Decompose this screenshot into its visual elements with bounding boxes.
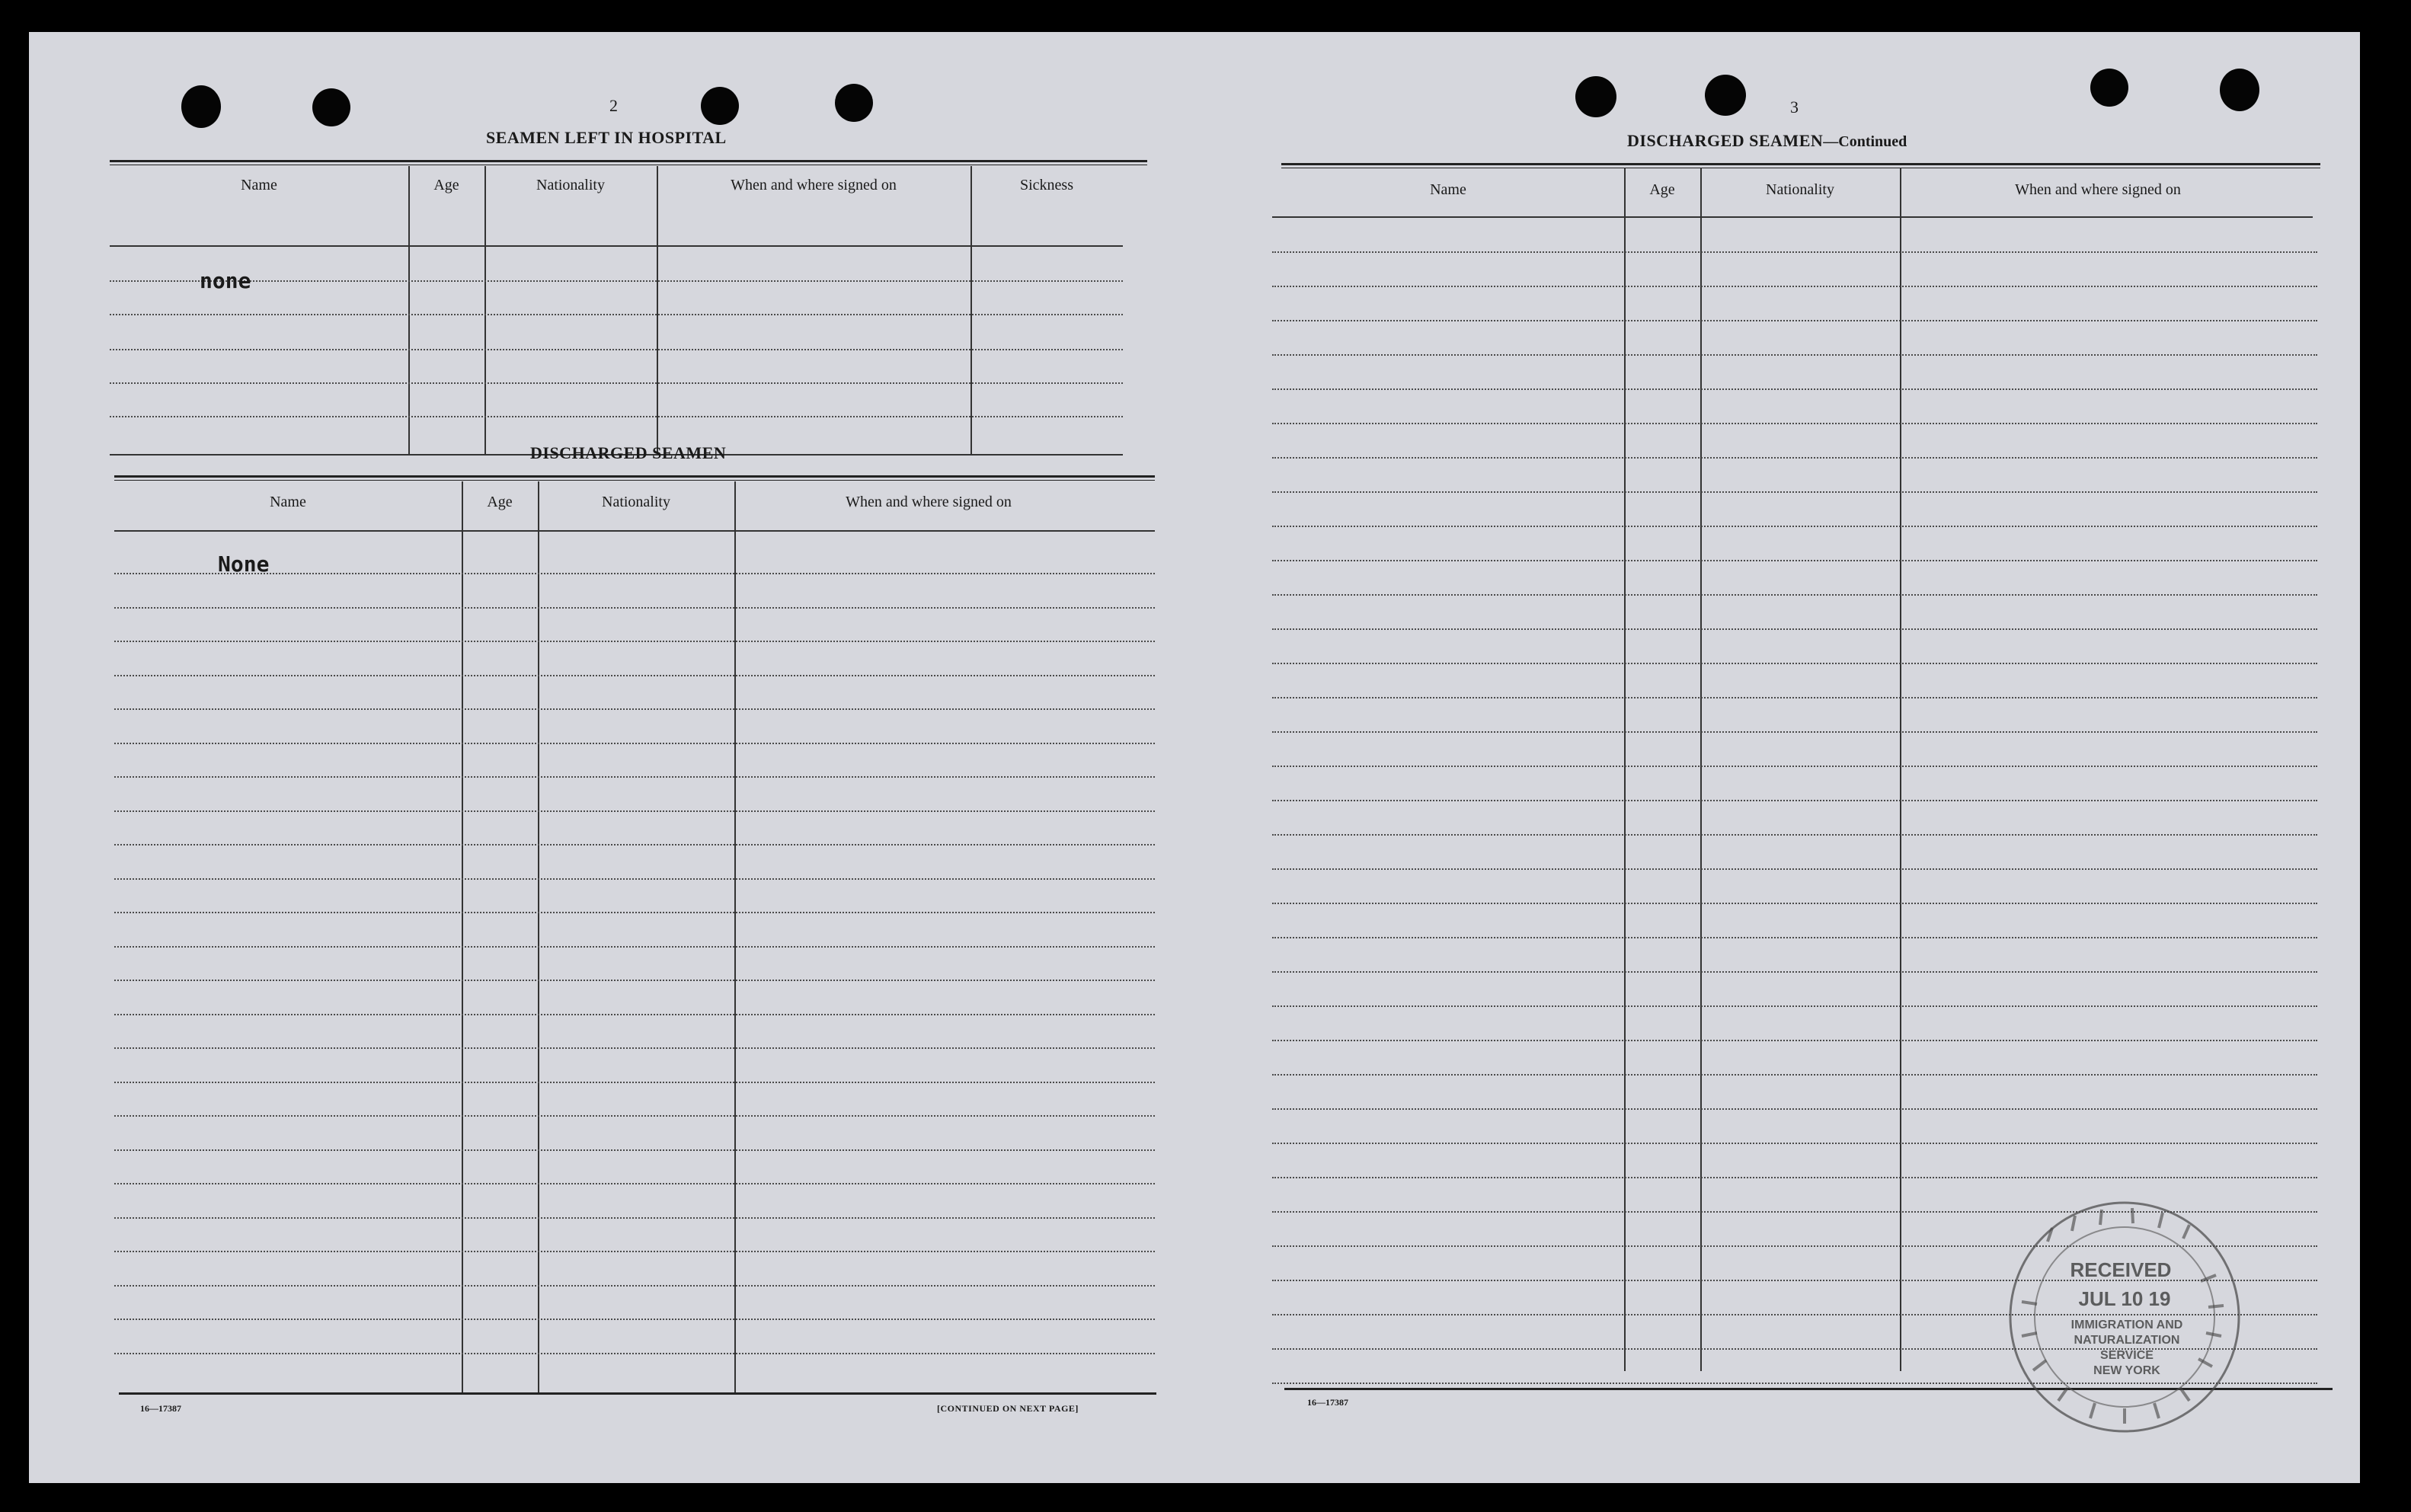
column-divider xyxy=(538,481,539,1392)
row-line xyxy=(114,980,1155,981)
column-header-age: Age xyxy=(487,494,513,510)
header-rule xyxy=(1272,216,2313,218)
stamp-text-line: NATURALIZATION xyxy=(2074,1334,2180,1347)
discharged-table xyxy=(114,481,1155,1426)
row-line xyxy=(1272,286,2317,287)
row-line xyxy=(114,810,1155,812)
header-rule xyxy=(110,245,1123,247)
punch-hole xyxy=(701,87,739,125)
hospital-entry-text: none xyxy=(200,268,251,293)
column-header-age: Age xyxy=(1649,181,1675,198)
column-header-signed-on: When and where signed on xyxy=(2015,181,2181,198)
column-divider xyxy=(970,166,972,456)
row-line xyxy=(1272,457,2317,459)
column-divider xyxy=(462,481,463,1392)
row-line xyxy=(1272,560,2317,561)
document-sheet xyxy=(29,32,2360,1483)
row-line xyxy=(1272,868,2317,870)
row-line xyxy=(114,573,1155,574)
column-header-name: Name xyxy=(270,494,306,510)
row-line xyxy=(114,708,1155,710)
row-line xyxy=(1272,971,2317,973)
column-divider xyxy=(657,166,658,456)
row-line xyxy=(1272,1040,2317,1041)
stamp-text-line: RECEIVED xyxy=(2070,1258,2172,1281)
stamp-text-line: IMMIGRATION AND xyxy=(2070,1319,2183,1331)
stamp-text-line: JUL 10 19 xyxy=(2078,1287,2171,1310)
row-line xyxy=(114,675,1155,676)
punch-hole xyxy=(2090,69,2128,107)
row-line xyxy=(1272,1074,2317,1076)
page-number: 2 xyxy=(609,96,618,115)
row-line xyxy=(1272,1143,2317,1144)
row-line xyxy=(114,1014,1155,1015)
punch-hole xyxy=(835,84,873,122)
row-line xyxy=(1272,697,2317,698)
row-line xyxy=(114,1047,1155,1049)
row-line xyxy=(1272,251,2317,253)
row-line xyxy=(114,1319,1155,1320)
column-divider xyxy=(1624,168,1626,1371)
row-line xyxy=(1272,937,2317,938)
row-line xyxy=(114,1183,1155,1184)
header-rule xyxy=(114,530,1155,532)
row-line xyxy=(114,878,1155,880)
row-line xyxy=(114,1149,1155,1151)
row-line xyxy=(114,743,1155,744)
column-header-nationality: Nationality xyxy=(602,494,670,510)
row-line xyxy=(110,349,1123,350)
row-line xyxy=(1272,388,2317,390)
row-line xyxy=(1272,354,2317,356)
column-divider xyxy=(734,481,736,1392)
row-line xyxy=(114,1082,1155,1083)
row-line xyxy=(110,314,1123,315)
page-bottom-rule xyxy=(119,1392,1156,1395)
continued-note: [CONTINUED ON NEXT PAGE] xyxy=(937,1403,1079,1414)
row-line xyxy=(114,1115,1155,1117)
continued-section-title xyxy=(1627,131,1907,151)
column-header-age: Age xyxy=(433,177,459,193)
row-line xyxy=(110,382,1123,384)
stamp-text-line: NEW YORK xyxy=(2093,1364,2160,1377)
column-header-signed-on: When and where signed on xyxy=(731,177,897,193)
row-line xyxy=(1272,1108,2317,1110)
continued-title-main: DISCHARGED SEAMEN xyxy=(1627,131,1824,150)
column-header-signed-on: When and where signed on xyxy=(846,494,1012,510)
row-line xyxy=(1272,320,2317,321)
column-header-name: Name xyxy=(241,177,277,193)
row-line xyxy=(1272,663,2317,664)
discharged-entry-text: None xyxy=(218,551,270,577)
row-line xyxy=(114,912,1155,913)
row-line xyxy=(114,844,1155,846)
punch-hole xyxy=(312,88,350,126)
row-line xyxy=(1272,766,2317,767)
discharged-section-title: DISCHARGED SEAMEN xyxy=(530,443,727,462)
received-stamp xyxy=(1999,1191,2250,1443)
row-line xyxy=(110,280,1123,282)
row-line xyxy=(114,776,1155,778)
row-line xyxy=(114,1353,1155,1354)
row-line xyxy=(1272,628,2317,630)
row-line xyxy=(1272,834,2317,836)
column-divider xyxy=(408,166,410,456)
hospital-section-title: SEAMEN LEFT IN HOSPITAL xyxy=(486,128,727,147)
title-rule xyxy=(110,160,1147,165)
row-line xyxy=(1272,1177,2317,1178)
punch-hole xyxy=(2220,69,2259,111)
row-line xyxy=(114,1217,1155,1219)
page-number: 3 xyxy=(1790,97,1799,117)
column-divider xyxy=(1900,168,1901,1371)
row-line xyxy=(114,641,1155,642)
row-line xyxy=(1272,800,2317,801)
row-line xyxy=(110,416,1123,417)
column-header-name: Name xyxy=(1430,181,1466,198)
row-line xyxy=(1272,731,2317,733)
column-header-sickness: Sickness xyxy=(1020,177,1073,193)
title-rule xyxy=(114,475,1155,481)
punch-hole xyxy=(1575,76,1616,117)
row-line xyxy=(114,1251,1155,1252)
form-number: 16—17387 xyxy=(1307,1397,1348,1408)
hospital-table xyxy=(110,166,1146,459)
stamp-text-line: SERVICE xyxy=(2100,1349,2154,1362)
column-header-nationality: Nationality xyxy=(536,177,605,193)
row-line xyxy=(1272,526,2317,527)
row-line xyxy=(114,1285,1155,1287)
form-number: 16—17387 xyxy=(140,1403,181,1414)
punch-hole xyxy=(1705,75,1746,116)
continued-title-suffix: —Continued xyxy=(1823,133,1907,150)
row-line xyxy=(114,946,1155,948)
row-line xyxy=(1272,1005,2317,1007)
row-line xyxy=(1272,903,2317,904)
punch-hole xyxy=(181,85,221,128)
row-line xyxy=(114,607,1155,609)
row-line xyxy=(1272,594,2317,596)
column-divider xyxy=(484,166,486,456)
row-line xyxy=(1272,423,2317,424)
column-header-nationality: Nationality xyxy=(1766,181,1834,198)
column-divider xyxy=(1700,168,1702,1371)
row-line xyxy=(1272,491,2317,493)
